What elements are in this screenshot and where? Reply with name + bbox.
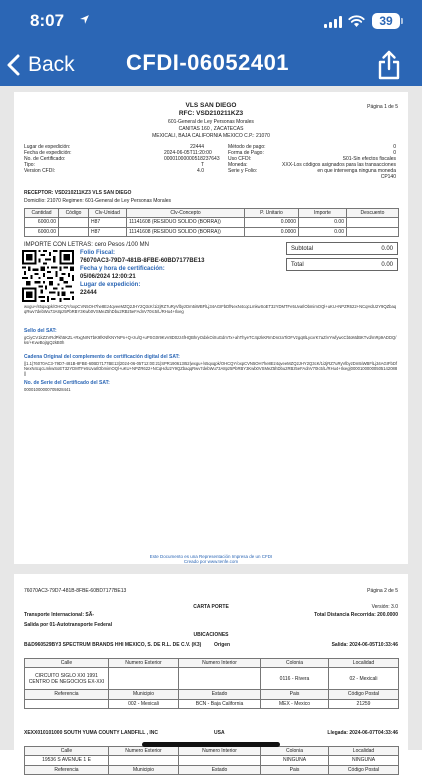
- importe-con-letras: IMPORTE CON LETRAS: cero Pesos /100 MN: [24, 242, 149, 248]
- cadena-original-label: Cadena Original del complemento de certificación digital del SAT:: [24, 354, 180, 360]
- back-label: Back: [28, 53, 75, 76]
- sello-sat-label: Sello del SAT:: [24, 328, 57, 334]
- lugar-expedicion-label: Lugar de expedición:: [80, 282, 141, 288]
- meta-right-values: 0 0 S01-Sin efectos fiscales XXX-Los códigos asignados para las transacciones en que intervenga ninguna moneda CP140: [282, 144, 396, 180]
- concepts-table: Cantidad Código Clv-Unidad Clv-Concepto P. Unitario Importe Descuento 6000.00 H87 11141608 (RESIDUO SOLIDO (BORRA)) 0.0000 0.00 6000.00 H87 11141608 (RESIDUO SOLIDO (BORRA)) 0.0000 0.00: [24, 208, 399, 237]
- distancia-recorrida: Total Distancia Recorrida: 200.0000: [314, 612, 398, 618]
- battery-indicator: 39: [372, 13, 400, 29]
- origin-salida: Salida: 2024-06-05T10:33:46: [331, 642, 398, 648]
- sat-cert-value: 00001000000705928441: [24, 387, 71, 392]
- status-time: 8:07: [30, 11, 65, 30]
- destination-table: Calle Numero Exterior Numero Interior Colonia Localidad 19536 S AVENUE 1 E NINGUNA NINGUNA Referencia Municipio Estado Pais Código Postal: [24, 746, 399, 775]
- destination-name: XEXX010101000 SOUTH YUMA COUNTY LANDFILL , INC: [24, 730, 159, 736]
- table-row: 19536 S AVENUE 1 E NINGUNA NINGUNA: [25, 756, 399, 765]
- salida-por: Salida por 01-Autotransporte Federal: [24, 622, 113, 628]
- wifi-icon: [348, 14, 365, 28]
- ubicaciones-title: UBICACIONES: [193, 632, 229, 638]
- status-bar: [0, 0, 422, 44]
- receptor: RECEPTOR: VSD210211KZ3 VLS SAN DIEGO: [24, 190, 132, 196]
- cellular-signal-icon: [324, 16, 342, 28]
- origin-name: B&D960529BY3 SPECTRUM BRANDS HHI MEXICO, S. DE R.L. DE C.V. (K3): [24, 642, 202, 648]
- destination-kind: USA: [214, 730, 225, 736]
- location-arrow-icon: [79, 14, 90, 25]
- page2-number: Página 2 de 5: [367, 588, 398, 594]
- cadena-original: ||1.1|76070AC3-79D7-481B-8FBE-60BD7177BE13|2024-06-05T12:00:21|SPR190613I52|wxgu+/s5qxqpk/OHCQY/oxpCVN5OH7he8Ez4qveeMZQ2JHY2Q3cK/1i2jRZ7uRyVlbyzDm5iWBFlLj34AGIFbDfNexN4cqcLmkwSoET32YDMTFe5UvaIlObmimOQl+uKU+NPZR622+NCqHdU2Y9QZbaqqRwv7debWu73A8pz5PbRBY3Kwb0VSMeZ5hDbu2RBz5eFAdnV70Ic5/L/RHu4+Ilxeg|00001000000505142088||: [24, 361, 398, 376]
- origin-table: Calle Numero Exterior Numero Interior Colonia Localidad CIRCUITO SIGLO XXI 1991 CENTRO DE NEGOCIOS EX-XXI 0116 - Rivera 02 - Mexicali Referencia Municipio Estado Pais Código Postal 002 - Mexicali BCN - Baja California MEX - Mexico 21259: [24, 658, 399, 709]
- receptor-domicilio: Domicilio: 21070 Regimen: 601-General de Ley Personas Morales: [24, 198, 172, 204]
- table-row: 6000.00 H87 11141608 (RESIDUO SOLIDO (BORRA)) 0.0000 0.00: [25, 227, 399, 236]
- certification-date-value: 05/06/2024 12:00:21: [80, 274, 136, 280]
- origin-kind: Origen: [214, 642, 231, 648]
- battery-tip: [401, 18, 403, 24]
- chevron-left-icon: [6, 54, 20, 76]
- carta-porte-version: Versión: 3.0: [371, 604, 398, 610]
- table-row: 6000.00 H87 11141608 (RESIDUO SOLIDO (BORRA)) 0.0000 0.00: [25, 218, 399, 227]
- issuer-rfc: RFC: VSD210211KZ3: [178, 110, 244, 117]
- footer-note: Este Documento es una Representación Impresa de un CFDI: [149, 554, 273, 559]
- pdf-viewer[interactable]: [0, 86, 422, 773]
- sello-sat: gCiyCV1kZ2VRdPkh5KZL+RxgNrNTbK9fKNfKNYNPn+Q+zu/Q+uPSG0r9KvV8D0zz4fHQBhryOdxkOiXuGdmTx+ahThyeTC4pzkKRmDnrzaTiOFVzgq8lLycxrK7aZiVYwfywcCbtoMdBKTvd/mRp9ADDQ/ks/+KvwBojIgQ2kB0h: [24, 335, 397, 345]
- destination-llegada: Llegada: 2024-06-07T04:33:46: [327, 730, 398, 736]
- carta-porte-title: CARTA PORTE: [193, 604, 229, 610]
- transporte-internacional: Transporte Internacional: SÃ-: [24, 612, 95, 618]
- certification-date-label: Fecha y hora de certificación:: [80, 266, 165, 272]
- folio-fiscal-value: 76070AC3-79D7-481B-8FBE-60BD7177BE13: [80, 258, 205, 264]
- document-page-1: [14, 92, 408, 564]
- page-title: CFDI-06052401: [126, 50, 290, 75]
- footer-note-creator: Creado por www.tenfe.com: [183, 559, 239, 564]
- table-row: CIRCUITO SIGLO XXI 1991 CENTRO DE NEGOCIOS EX-XXI 0116 - Rivera 02 - Mexicali: [25, 668, 399, 690]
- issuer-name: VLS SAN DIEGO: [185, 102, 237, 109]
- lugar-expedicion-value: 22444: [80, 290, 97, 296]
- subtotal-box: Subtotal 0.00: [286, 242, 398, 255]
- back-button[interactable]: [6, 48, 75, 82]
- total-box: Total 0.00: [286, 258, 398, 271]
- issuer-regime: 601-General de Ley Personas Morales: [168, 119, 254, 125]
- page-number: Página 1 de 5: [367, 104, 398, 110]
- qr-code: [22, 250, 74, 302]
- table-row: 002 - Mexicali BCN - Baja California MEX - Mexico 21259: [25, 699, 399, 708]
- meta-left-values: 22444 2024-06-05T11:20:00 00001000000518237643 T 4.0: [164, 144, 220, 174]
- sat-cert-label: No. de Serie del Certificado del SAT:: [24, 380, 110, 386]
- sello-cfdi: wxgu+/s5qxqpk/OHCQY/oxpCVN5OH7he8Ez4qveeMZQ2JHY2Q3cK/1i2jRZ7uRyVlbyzDm5iWBFlLj34AGIFbDfNexN4cqcLmkwSoET32YDMTFe5UvaIlObmimOQl+uKU+NPZR622+NCqHdU2Y9QZbaqqRwv7debWu73A8pz5PbRBY3Kwb0VSMeZ5hDbu2RBz5eFAdnV70Ic5/L/RHu4+Ilxeg: [24, 304, 397, 314]
- page2-folio: 76070AC3-79D7-481B-8FBE-60BD7177BE13: [24, 588, 127, 594]
- meta-left-labels: Lugar de expedición: Fecha de expedición: No. de Certificado: Tipo: Version CFDI:: [24, 144, 72, 174]
- issuer-address-2: MEXICALI, BAJA CALIFORNIA MEXICO C.P.: 21070: [152, 133, 270, 139]
- share-icon[interactable]: [376, 50, 402, 80]
- folio-fiscal-label: Folio Fiscal:: [80, 250, 116, 256]
- meta-right-labels: Método de pago: Forma de Pago: Uso CFDI: Moneda: Serie y Folio:: [228, 144, 266, 174]
- issuer-address-1: CANITAS 160 , ZACATECAS: [178, 126, 244, 132]
- navigation-bar: [0, 44, 422, 86]
- home-indicator: [142, 742, 280, 747]
